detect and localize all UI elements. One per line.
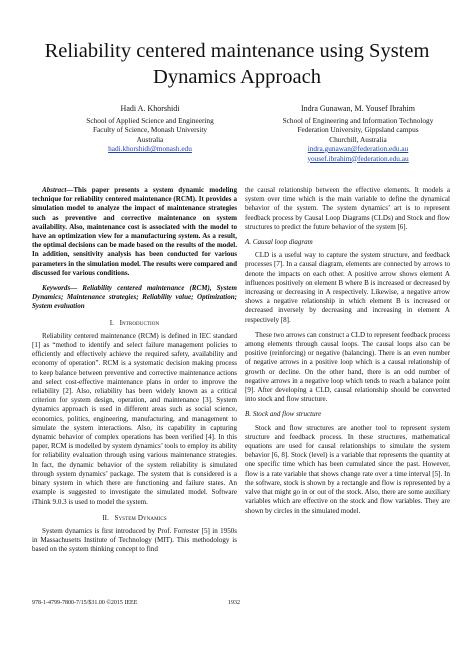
- section-heading-system-dynamics: [32, 514, 237, 523]
- subsection-heading-causal-loop: A. Causal loop diagram: [245, 238, 313, 247]
- abstract-label: Abstract: [42, 186, 67, 194]
- abstract: [32, 186, 237, 278]
- author-name: Hadi A. Khorshidi: [120, 104, 180, 113]
- subsection-heading-stock-flow: B. Stock and flow structure: [245, 410, 322, 419]
- affiliation-line: School of Engineering and Information Technology: [282, 115, 434, 125]
- page-number: 1932: [228, 600, 240, 606]
- left-column: [32, 186, 237, 555]
- affiliation-line: Churchill, Australia: [329, 134, 387, 144]
- author-email-link[interactable]: hadi.khorshidi@monash.edu: [108, 144, 192, 153]
- author-email-link[interactable]: indra.gunawan@federation.edu.au: [307, 144, 409, 153]
- paragraph: CLD is a useful way to capture the system structure, and feedback processes [7]. In a causal diagram, elements are connected by arrows to denote the impacts on each other. A positive arrow shows element A influences positively on element B where B is increased or decreased by increasing or decreasing in A respectively. Likewise, a negative arrow shows a negative relationship in which element B is increased or decreased inversely by decreasing and increasing in element A respectively [8].: [245, 251, 450, 324]
- keywords: Keywords— Reliability centered maintenance (RCM), System Dynamics; Maintenance strategies; Reliability value; Optimization; System evaluation: [32, 284, 237, 311]
- affiliation-line: Federation University, Gippsland campus: [297, 125, 419, 134]
- paragraph: System dynamics is first introduced by Prof. Forrester [5] in 1950s in Massachusetts Institute of Technology (MIT). This methodology is based on the system thinking concept to find: [32, 526, 237, 554]
- section-number: II.: [102, 513, 109, 522]
- affiliation-line: Faculty of Science, Monash University: [92, 125, 208, 134]
- paragraph: Stock and flow structures are another tool to represent system structure and feedback process. In these structures, mathematical equations are used for causal relationships to simulate the system behavior [6, 8]. Stock (level) is a variable that represents the quantity at one specific time which has been cumulated since the past. However, flow is a rate variable that shows change rate over a time interval [5]. In the software, stock is shown by a rectangle and flow is represented by a valve that might go in or out of the stock. Also, there are some auxiliary variables which are effective on the stock and flow variables. They are shown by circles in the simulated model.: [245, 423, 450, 515]
- section-heading-introduction: [32, 319, 237, 328]
- affiliation-line: Australia: [136, 134, 164, 144]
- paper-title: Reliability centered maintenance using System Dynamics Approach: [44, 40, 430, 88]
- paragraph: Reliability centered maintenance (RCM) is defined in IEC standard [1] as “method to identify and select failure management policies to efficiently and effectively achieve the required safety, availability and economy of operation”. RCM is a systematic decision making process to keep balance between preventive and corrective maintenance actions and select cost-effective maintenance plans in order to improve the reliability [2]. Also, reliability has been widely known as a critical criterion for system design, operation, and maintenance [3]. System dynamics approach is used in different areas such as social science, economics, politics, engineering, manufacturing, and management to simulate the system interactions. Also, its capability in capturing dynamic behavior of complex operations has been verified [4]. In this paper, RCM is modelled by system dynamics’ tools to employ its ability for reliability evaluation through using various maintenance strategies. In fact, the dynamic behavior of the system reliability is simulated through system dynamics’ package. The system that is considered is a binary system in which there are functioning and failure states. An example is suggested to investigate the simulated model. Software iThink 9.0.3 is used to model the system.: [32, 331, 237, 506]
- paragraph: the causal relationship between the effective elements. It models a system over time which is the main variable to define the dynamical behavior of the system. The system dynamics’ art is to represent feedback process by Causal Loop Diagrams (CLDs) and Stock and flow structures to predict the future behavior of the system [6].: [245, 186, 450, 231]
- author-email-link[interactable]: yousef.ibrahim@federation.edu.au: [307, 153, 409, 163]
- author-block-1: [50, 104, 250, 154]
- section-number: I.: [109, 318, 115, 327]
- paragraph: These two arrows can construct a CLD to represent feedback process among elements through causal loops. The causal loops also can be positive (reinforcing) or negative (balancing). There is an even number of negative arrows in a positive loop which is a causal relationship of growth or decline. On the other hand, there is an odd number of negative arrows in a negative loop which tends to reach a balance point [9]. After developing a CLD, causal relationship should be converted into stock and flow structure.: [245, 330, 450, 404]
- author-name: Indra Gunawan, M. Yousef Ibrahim: [301, 104, 415, 113]
- right-column: [245, 186, 450, 516]
- abstract-text: —This paper presents a system dynamic modeling technique for reliability centered maintenance (RCM). It provides a simulation model to analyze the impact of maintenance strategies such as preventive and corrective maintenance on system availability. Also, maintenance cost is associated with the model to have an optimization view for a manufacturing system. As a result, the optimal decisions can be made based on the results of the model. In addition, sensitivity analysis has been conducted for various parameters in the simulation model. The results were compared and discussed for various conditions.: [32, 186, 237, 277]
- affiliation-line: School of Applied Science and Engineering: [86, 115, 214, 125]
- copyright-footer: 978-1-4799-7800-7/15/$31.00 ©2015 IEEE: [32, 600, 138, 606]
- author-block-2: [248, 104, 468, 163]
- section-title: Introduction: [119, 318, 160, 327]
- section-title: System Dynamics: [114, 513, 167, 522]
